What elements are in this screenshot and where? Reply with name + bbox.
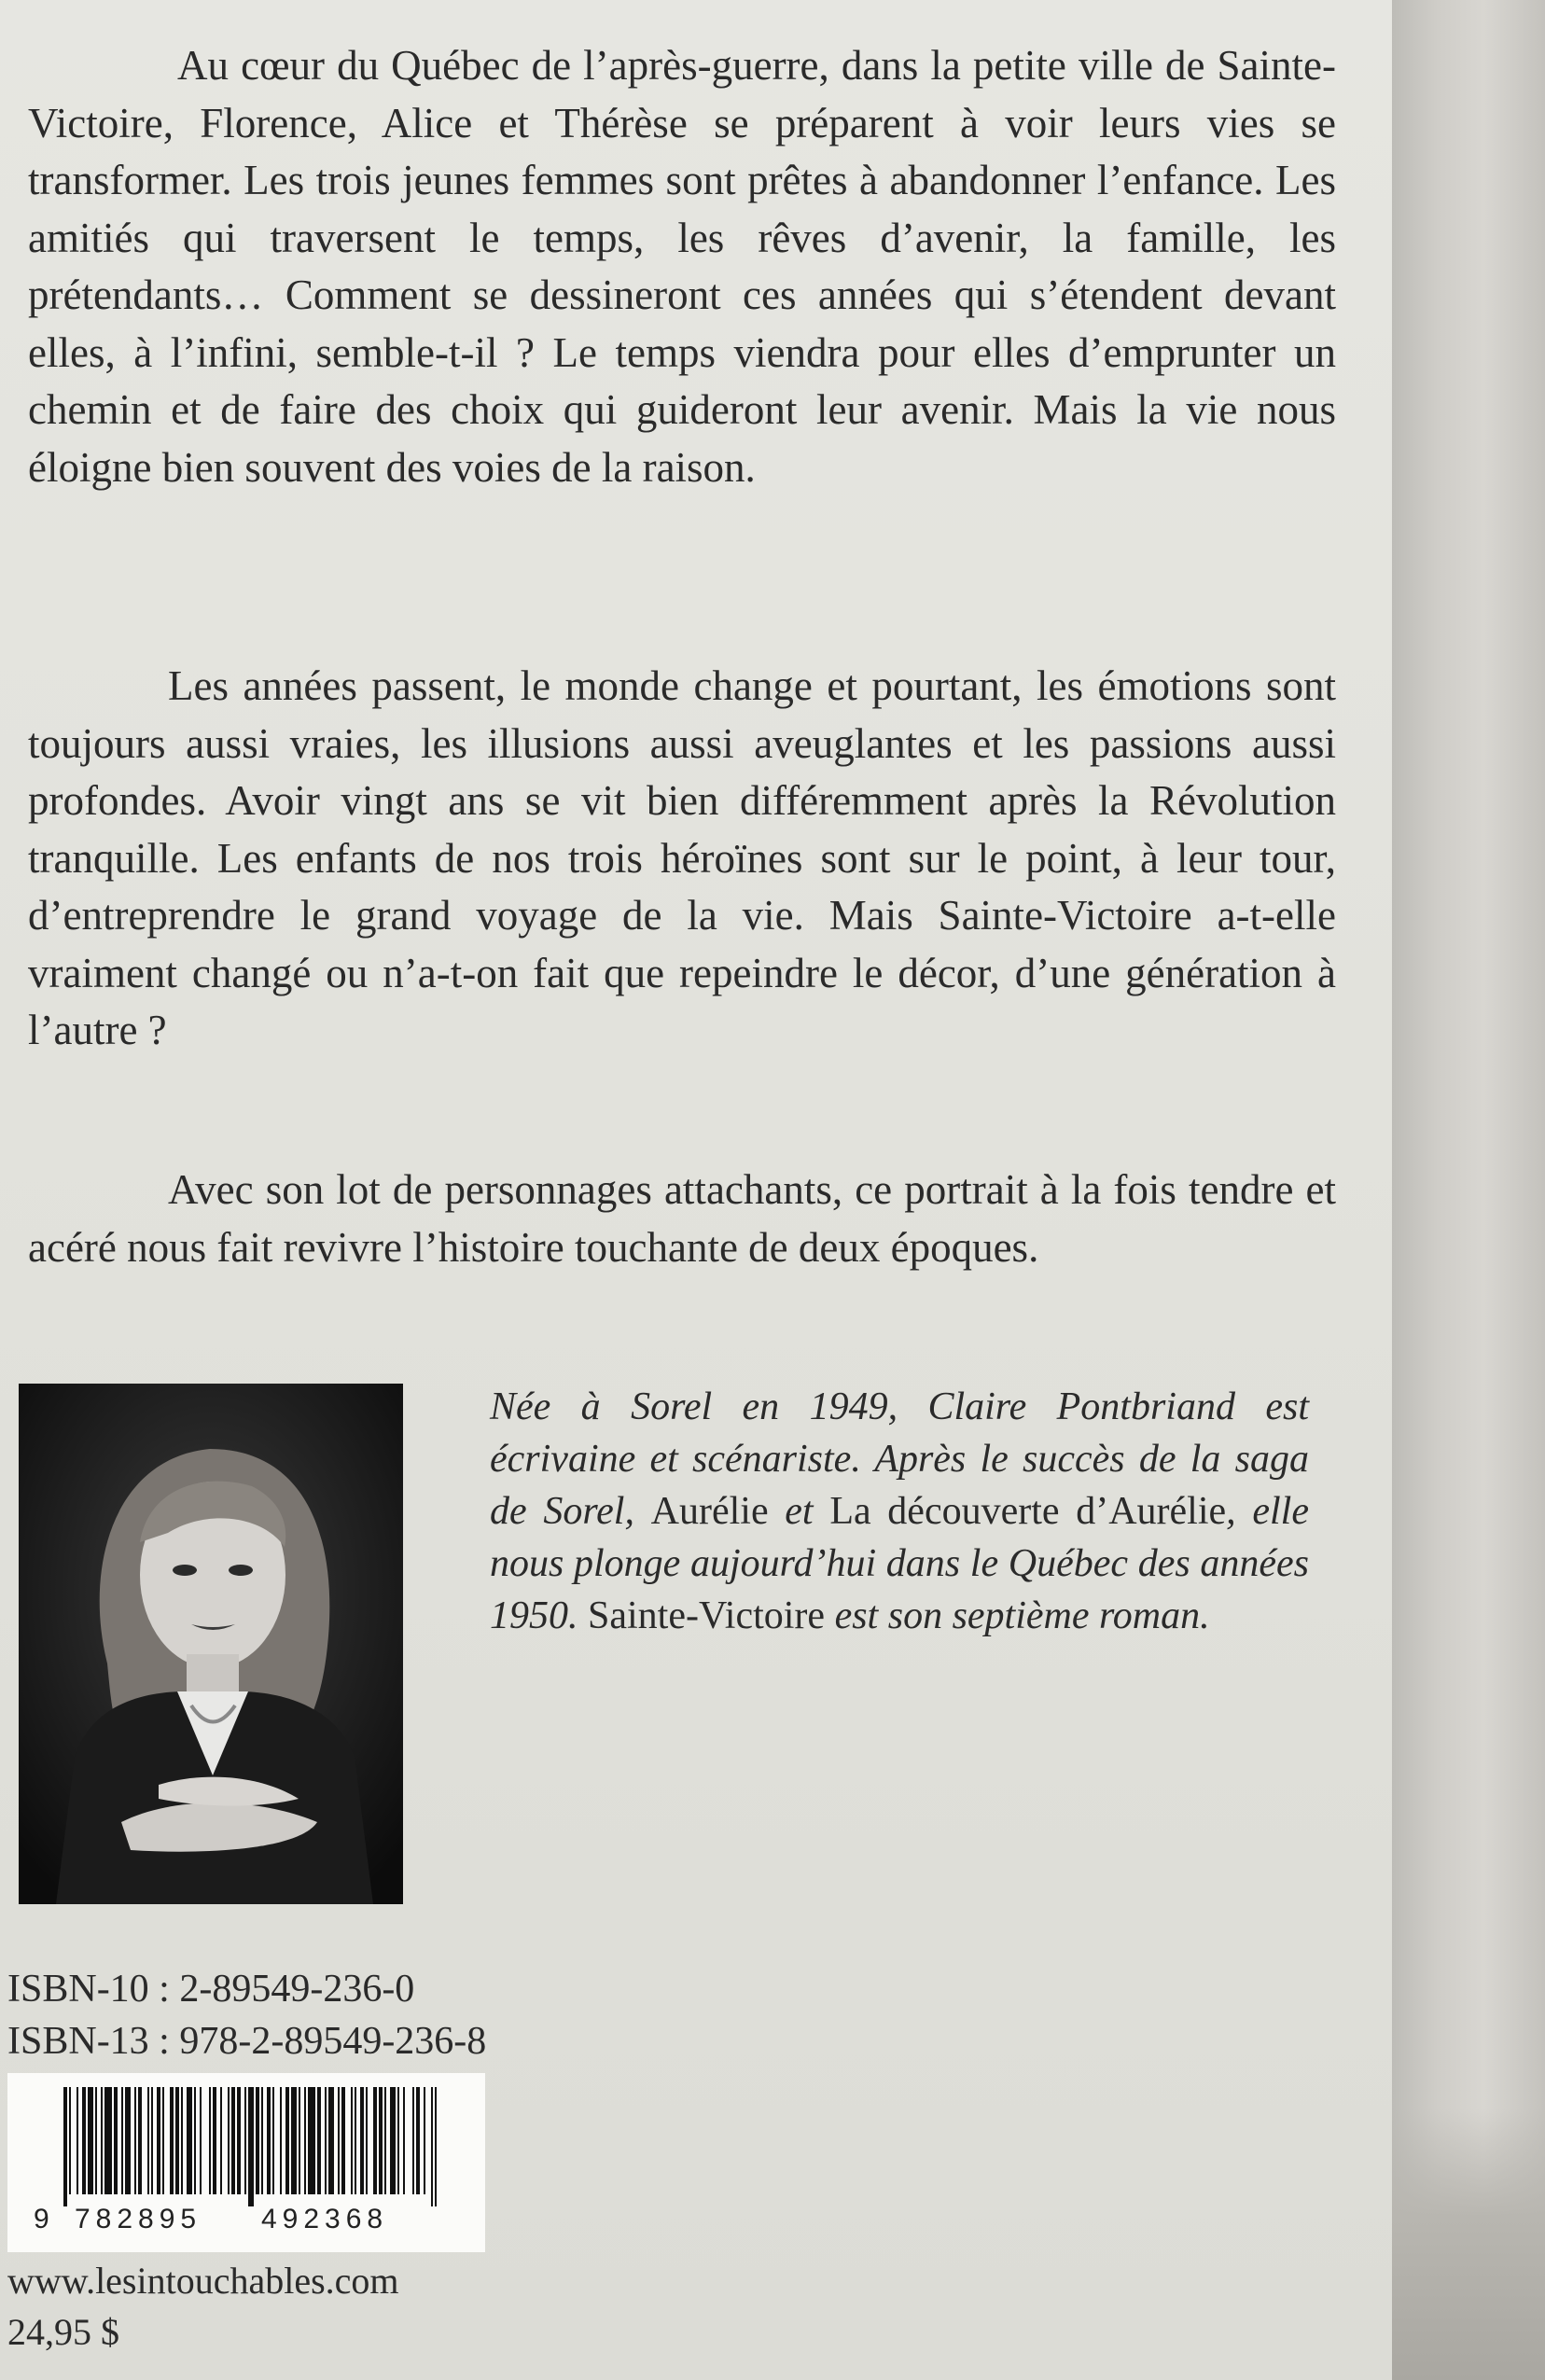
barcode-bar <box>355 2087 356 2194</box>
barcode-bar <box>328 2087 334 2194</box>
bio-part-1: Née à Sorel en 1949, Claire Pontbriand est écrivaine et scénariste. Après le succès de la saga de Sorel, <box>490 1385 1309 1533</box>
barcode-bars <box>63 2087 437 2208</box>
barcode-bar <box>170 2087 174 2194</box>
barcode-bar <box>384 2087 386 2194</box>
barcode-bar <box>248 2087 254 2206</box>
bio-title-la-decouverte: La découverte d’Aurélie <box>829 1490 1227 1533</box>
barcode-bar <box>424 2087 425 2194</box>
barcode-bar <box>351 2087 353 2194</box>
bio-part-4: est son septième roman. <box>825 1594 1210 1637</box>
barcode-bar <box>360 2087 364 2194</box>
barcode-bar <box>181 2087 183 2194</box>
barcode-bar <box>280 2087 282 2194</box>
barcode-bar <box>69 2087 71 2194</box>
barcode-bar <box>194 2087 196 2194</box>
barcode-bar <box>317 2087 321 2194</box>
book-spine-edge <box>1392 0 1545 2380</box>
barcode-bar <box>187 2087 192 2194</box>
barcode-bar <box>256 2087 259 2194</box>
barcode-bar <box>431 2087 433 2206</box>
barcode-bar <box>397 2087 399 2194</box>
summary-paragraph-3: Avec son lot de personnages attachants, ce portrait à la fois tendre et acéré nous fait revivre l’histoire touchante de deux époques. <box>28 1166 1336 1271</box>
bio-part-2: et <box>768 1490 830 1533</box>
barcode-bar <box>147 2087 149 2194</box>
barcode-bar <box>104 2087 112 2194</box>
barcode-bar <box>379 2087 383 2194</box>
barcode-bar <box>88 2087 93 2194</box>
barcode-bar <box>209 2087 211 2194</box>
barcode-bar <box>304 2087 306 2194</box>
background-shadow <box>1392 2109 1545 2380</box>
barcode-bar <box>237 2087 241 2194</box>
barcode-left-group: 782895 <box>75 2204 202 2234</box>
barcode-bar <box>121 2087 123 2194</box>
barcode-bar <box>244 2087 246 2194</box>
summary-paragraph-2: Les années passent, le monde change et pourtant, les émotions sont toujours aussi vraies, les illusions aussi aveuglantes et les passions aussi profondes. Avoir vingt ans se vit bien différemment après la Révolution tranquille. Les enfants de nos trois héroïnes sont sur le point, à leur tour, d’entreprendre le grand voyage de la vie. Mais Sainte-Victoire a-t-elle vraiment changé ou n’a-t-on fait que repeindre le décor, d’une génération à l’autre ? <box>28 662 1336 1053</box>
barcode-bar <box>138 2087 142 2194</box>
barcode-bar <box>366 2087 368 2194</box>
barcode-bar <box>213 2087 216 2194</box>
bio-title-aurelie: Aurélie <box>650 1490 769 1533</box>
barcode-bar <box>157 2087 160 2194</box>
barcode-bar <box>63 2087 67 2206</box>
barcode-bar <box>373 2087 377 2194</box>
barcode-bar <box>285 2087 289 2194</box>
barcode-bar <box>82 2087 86 2194</box>
barcode <box>7 2073 485 2252</box>
barcode-bar <box>101 2087 103 2194</box>
barcode-bar <box>200 2087 202 2194</box>
barcode-bar <box>162 2087 164 2194</box>
barcode-bar <box>338 2087 340 2194</box>
barcode-bar <box>390 2087 396 2194</box>
barcode-bar <box>299 2087 300 2194</box>
barcode-bar <box>325 2087 327 2194</box>
barcode-bar <box>267 2087 271 2194</box>
author-bio <box>490 1381 1309 1642</box>
barcode-bar <box>341 2087 345 2194</box>
barcode-bar <box>77 2087 78 2194</box>
author-photo <box>19 1384 403 1904</box>
barcode-bar <box>95 2087 97 2194</box>
barcode-bar <box>151 2087 153 2194</box>
isbn-10: ISBN-10 : 2-89549-236-0 <box>7 1968 415 2011</box>
barcode-first-digit: 9 <box>34 2204 50 2234</box>
publisher-website: www.lesintouchables.com <box>7 2260 399 2302</box>
barcode-bar <box>416 2087 420 2194</box>
barcode-bar <box>435 2087 437 2206</box>
isbn-13: ISBN-13 : 978-2-89549-236-8 <box>7 2020 487 2063</box>
barcode-bar <box>220 2087 222 2194</box>
barcode-bar <box>228 2087 230 2194</box>
barcode-bar <box>231 2087 235 2194</box>
price: 24,95 $ <box>7 2311 119 2353</box>
barcode-bar <box>175 2087 179 2194</box>
barcode-bar <box>308 2087 315 2194</box>
barcode-bar <box>291 2087 297 2194</box>
barcode-bar <box>412 2087 414 2194</box>
summary-paragraph-1: Au cœur du Québec de l’après-guerre, dans la petite ville de Sainte-Victoire, Florence, Alice et Thérèse se préparent à voir leurs vies se transformer. Les trois jeunes femmes sont prêtes à abandonner l’enfance. Les amitiés qui traversent le temps, les rêves d’avenir, la famille, les prétendants… Comment se dessineront ces années qui s’étendent devant elles, à l’infini, semble-t-il ? Le temps viendra pour elles d’emprunter un chemin et de faire des choix qui guideront leur avenir. Mais la vie nous éloigne bien souvent des voies de la raison. <box>28 42 1336 491</box>
bio-part-3: , elle nous plonge aujourd’hui dans le Québec des années 1950. <box>490 1490 1309 1637</box>
barcode-bar <box>134 2087 136 2194</box>
barcode-bar <box>272 2087 274 2194</box>
barcode-bar <box>114 2087 118 2194</box>
barcode-bar <box>125 2087 131 2194</box>
bio-title-sainte-victoire: Sainte-Victoire <box>588 1594 826 1637</box>
barcode-bar <box>403 2087 405 2194</box>
barcode-bar <box>261 2087 263 2194</box>
barcode-right-group: 492368 <box>261 2204 389 2234</box>
